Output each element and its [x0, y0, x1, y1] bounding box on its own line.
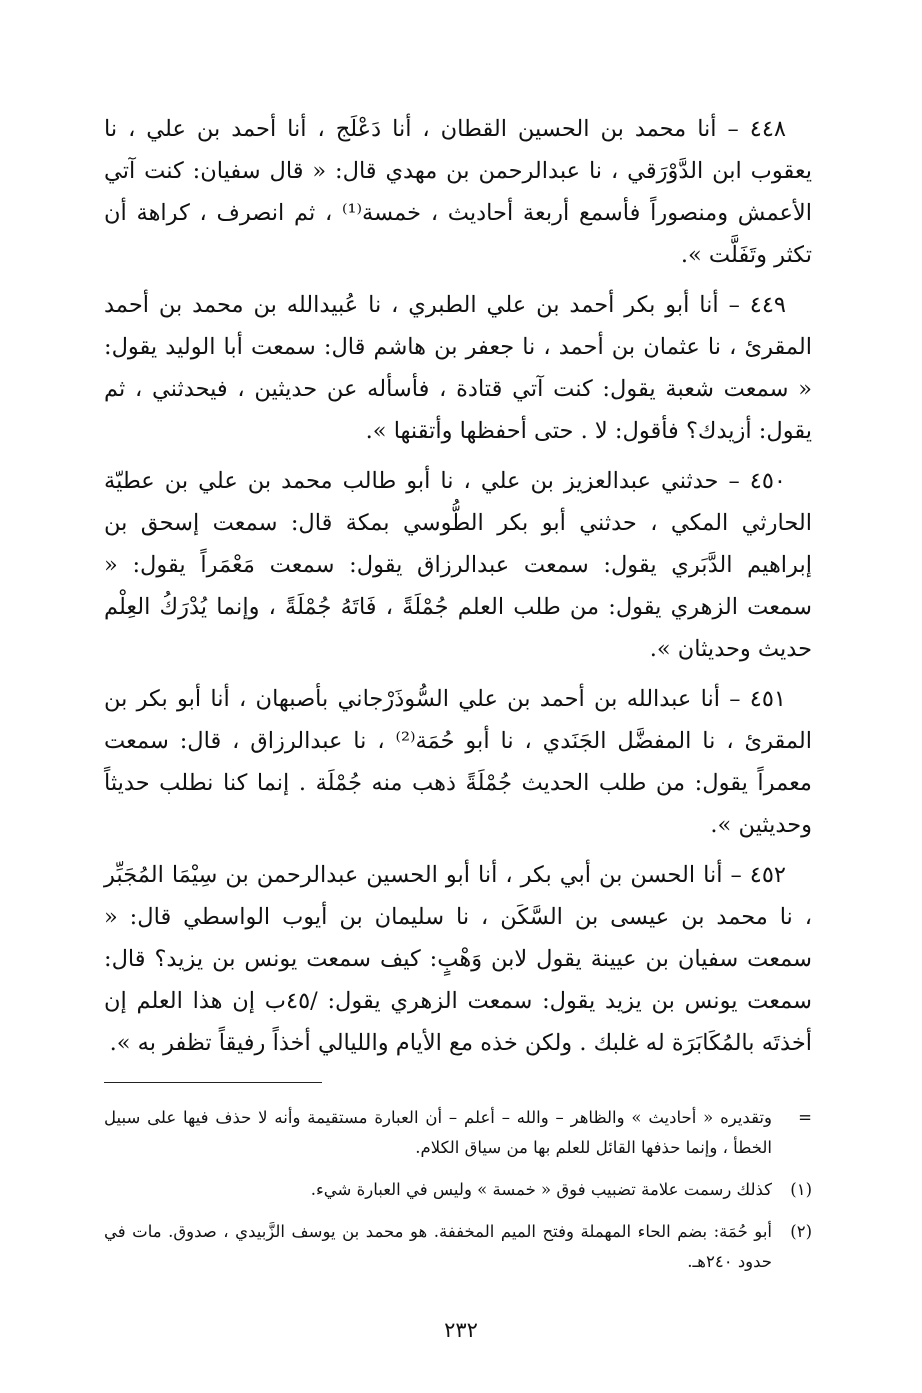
footnote-continuation [104, 1103, 812, 1163]
footnote-1 [104, 1175, 812, 1205]
footnote-marker: = [798, 1108, 812, 1127]
footnote-text: أبو حُمَة: بضم الحاء المهملة وفتح الميم المخففة. هو محمد بن يوسف الزَّبيدي ، صدوق. مات في حدود ٢٤٠هـ. [104, 1222, 772, 1271]
footnote-2 [104, 1217, 812, 1277]
book-page [104, 108, 812, 1289]
footnote-text: وتقديره « أحاديث » والظاهر – والله – أعلم – أن العبارة مستقيمة وأنه لا حذف فيها على سبيل الخطأ ، وإنما حذفها القائل للعلم بها من سياق الكلام. [104, 1108, 772, 1157]
footnotes [104, 1103, 812, 1277]
entry-449: ٤٤٩ – أنا أبو بكر أحمد بن علي الطبري ، نا عُبيدالله بن محمد بن أحمد المقرئ ، نا عثمان بن أحمد ، نا جعفر بن هاشم قال: سمعت أبا الوليد يقول: « سمعت شعبة يقول: كنت آتي قتادة ، فأسأله عن حديثين ، فيحدثني ، ثم يقول: أزيدك؟ فأقول: لا . حتى أحفظها وأتقنها ». [104, 292, 812, 444]
entry-450: ٤٥٠ – حدثني عبدالعزيز بن علي ، نا أبو طالب محمد بن علي بن عطيّة الحارثي المكي ، حدثني أبو بكر الطُّوسي بمكة قال: سمعت إسحق بن إبراهيم الدَّبَري يقول: سمعت عبدالرزاق يقول: سمعت مَعْمَراً يقول: « سمعت الزهري يقول: من طلب العلم جُمْلَةً ، فَاتَهُ جُمْلَةً ، وإنما يُدْرَكُ العِلْم حديث وحديثان ». [104, 468, 812, 662]
footnote-marker: (٢) [790, 1222, 812, 1241]
footnote-marker: (١) [790, 1180, 812, 1199]
entry-452: ٤٥٢ – أنا الحسن بن أبي بكر ، أنا أبو الحسين عبدالرحمن بن سِيْمَا المُجَبِّر ، نا محمد بن عيسى بن السَّكَن ، نا سليمان بن أيوب الواسطي قال: « سمعت سفيان بن عيينة يقول لابن وَهْبٍ: كيف سمعت يونس بن يزيد؟ قال: سمعت يونس بن يزيد يقول: سمعت الزهري يقول: /٤٥ب إن هذا العلم إن أخذتَه بالمُكَابَرَة له غلبك . ولكن خذه مع الأيام والليالي أخذاً رفيقاً تظفر به ». [104, 862, 812, 1056]
page-number: ٢٣٢ [444, 1318, 478, 1342]
main-text [104, 108, 812, 1064]
footnote-text: كذلك رسمت علامة تضبيب فوق « خمسة » وليس في العبارة شيء. [310, 1180, 772, 1199]
footnote-separator [104, 1082, 322, 1083]
entry-451: ٤٥١ – أنا عبدالله بن أحمد بن علي السُّوذَرْجاني بأصبهان ، أنا أبو بكر بن المقرئ ، نا المفضَّل الجَنَدي ، نا أبو حُمَة⁽²⁾ ، نا عبدالرزاق ، قال: سمعت معمراً يقول: من طلب الحديث جُمْلَةً ذهب منه جُمْلَة . إنما كنا نطلب حديثاً وحديثين ». [104, 686, 812, 838]
entry-448: ٤٤٨ – أنا محمد بن الحسين القطان ، أنا دَعْلَج ، أنا أحمد بن علي ، نا يعقوب ابن الدَّوْرَقي ، نا عبدالرحمن بن مهدي قال: « قال سفيان: كنت آتي الأعمش ومنصوراً فأسمع أربعة أحاديث ، خمسة⁽¹⁾ ، ثم انصرف ، كراهة أن تكثر وتَفَلَّت ». [104, 116, 812, 268]
